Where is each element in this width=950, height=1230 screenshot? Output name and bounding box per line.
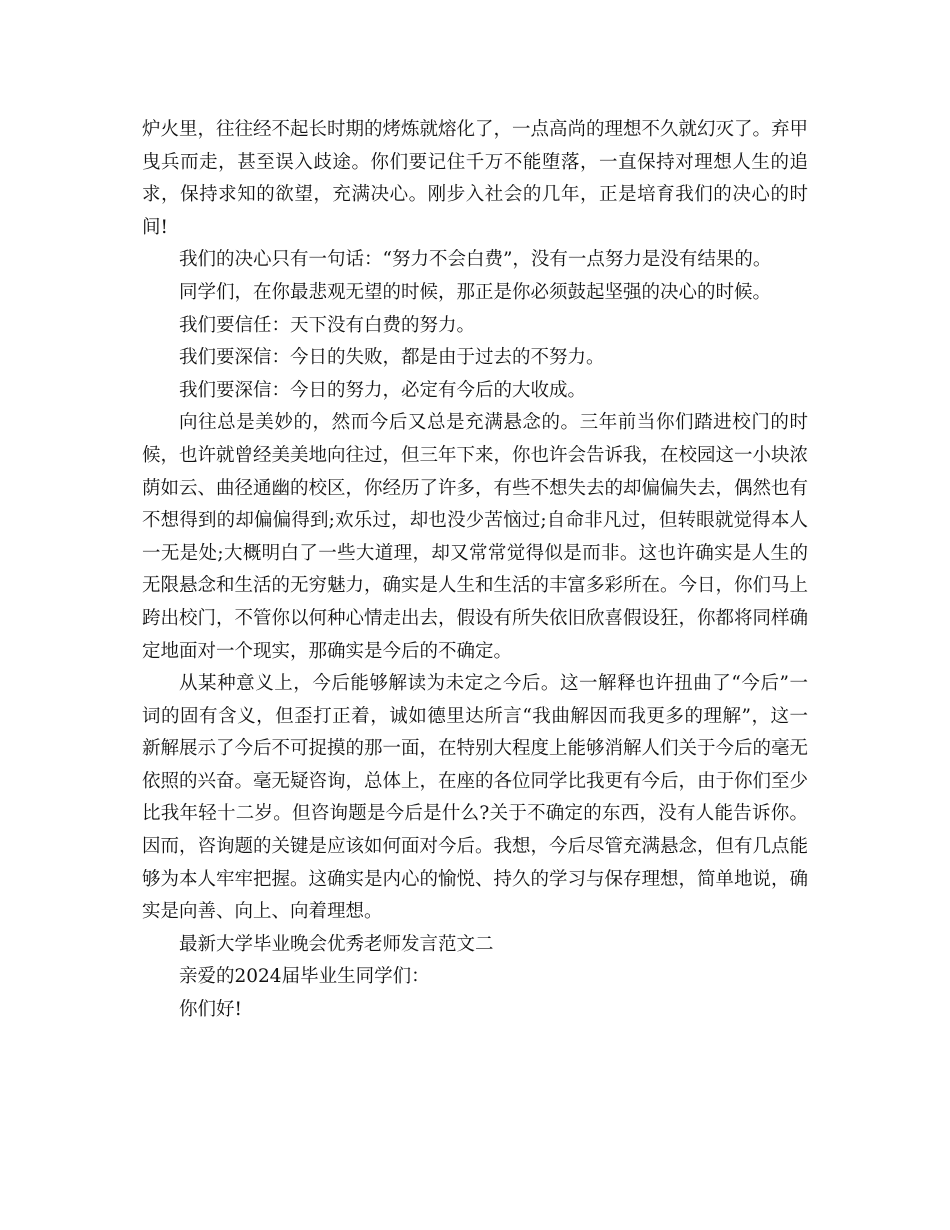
paragraph: 炉火里，往往经不起长时期的烤炼就熔化了，一点高尚的理想不久就幻灭了。弃甲曳兵而走，甚至误入歧途。你们要记住千万不能堕落，一直保持对理想人生的追求，保持求知的欲望，充满决心。刚步入社会的几年，正是培育我们的决心的时间! xyxy=(142,119,809,238)
section-heading: 最新大学毕业晚会优秀老师发言范文二 xyxy=(179,933,494,955)
greeting: 你们好! xyxy=(179,999,242,1021)
paragraph: 我们要信任：天下没有白费的努力。 xyxy=(179,314,476,336)
paragraph: 向往总是美妙的，然而今后又总是充满悬念的。三年前当你们踏进校门的时候，也许就曾经美美地向往过，但三年下来，你也许会告诉我，在校园这一小块浓荫如云、曲径通幽的校区，你经历了许多，有些不想失去的却偏偏失去，偶然也有不想得到的却偏偏得到;欢乐过，却也没少苦恼过;自命非凡过，但转眼就觉得本人一无是处;大概明白了一些大道理，却又常常觉得似是而非。这也许确实是人生的无限悬念和生活的无穷魅力，确实是人生和生活的丰富多彩所在。今日，你们马上跨出校门，不管你以何种心情走出去，假设有所失依旧欣喜假设狂，你都将同样确定地面对一个现实，那确实是今后的不确定。 xyxy=(142,412,809,662)
paragraph: 从某种意义上，今后能够解读为未定之今后。这一解释也许扭曲了“今后”一词的固有含义，但歪打正着，诚如德里达所言“我曲解因而我更多的理解”，这一新解展示了今后不可捉摸的那一面，在特别大程度上能够消解人们关于今后的毫无依照的兴奋。毫无疑咨询，总体上，在座的各位同学比我更有今后，由于你们至少比我年轻十二岁。但咨询题是今后是什么?关于不确定的东西，没有人能告诉你。因而，咨询题的关键是应该如何面对今后。我想，今后尽管充满悬念，但有几点能够为本人牢牢把握。这确实是内心的愉悦、持久的学习与保存理想，简单地说，确实是向善、向上、向着理想。 xyxy=(142,673,809,923)
paragraph: 我们要深信：今日的失败，都是由于过去的不努力。 xyxy=(179,347,605,369)
document-body xyxy=(142,114,808,1027)
paragraph: 我们的决心只有一句话：“努力不会白费”，没有一点努力是没有结果的。 xyxy=(179,249,772,271)
salutation: 亲爱的2024届毕业生同学们： xyxy=(179,966,430,988)
paragraph: 同学们，在你最悲观无望的时候，那正是你必须鼓起坚强的决心的时候。 xyxy=(179,281,772,303)
paragraph: 我们要深信：今日的努力，必定有今后的大收成。 xyxy=(179,379,587,401)
